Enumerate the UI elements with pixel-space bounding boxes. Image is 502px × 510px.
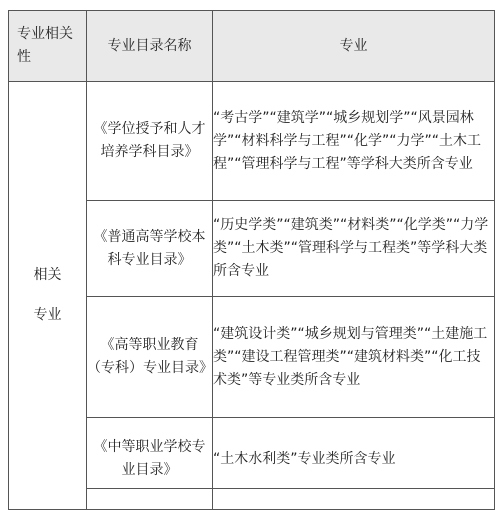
catalog-name-cell: 《高等职业教育（专科）专业目录》 <box>87 297 213 418</box>
header-major: 专业 <box>213 11 495 82</box>
table-row <box>9 82 495 201</box>
catalog-name-cell: 《普通高等学校本科专业目录》 <box>87 201 213 297</box>
major-list-text: “土木水利类”专业类所含专业 <box>213 450 396 467</box>
major-list-cell: “历史学类”“建筑类”“材料类”“化学类”“力学类”“土木类”“管理科学与工程类”等学科大类所含专业 <box>213 201 495 297</box>
catalog-name-text: 《中等职业学校专业目录》 <box>93 439 206 478</box>
related-label-line1: 相关 <box>33 267 62 283</box>
major-list-cell: “考古学”“建筑学”“城乡规划学”“风景园林学”“材料科学与工程”“化学”“力学”“土木工程”“管理科学与工程”等学科大类所含专业 <box>213 82 495 201</box>
catalog-name-cell <box>87 418 213 489</box>
empty-cell <box>87 489 213 510</box>
related-major-cell <box>9 82 87 510</box>
major-requirements-table <box>8 10 495 510</box>
major-list-cell: “建筑设计类”“城乡规划与管理类”“土建施工类”“建设工程管理类”“建筑材料类”“化工技术类”等专业类所含专业 <box>213 297 495 418</box>
major-list-cell <box>213 418 495 489</box>
empty-cell <box>213 489 495 510</box>
catalog-name-cell: 《学位授予和人才培养学科目录》 <box>87 82 213 201</box>
related-label-line2: 专业 <box>33 307 62 323</box>
table-header-row <box>9 11 495 82</box>
header-relevance: 专业相关性 <box>9 11 87 82</box>
header-catalog-name: 专业目录名称 <box>87 11 213 82</box>
